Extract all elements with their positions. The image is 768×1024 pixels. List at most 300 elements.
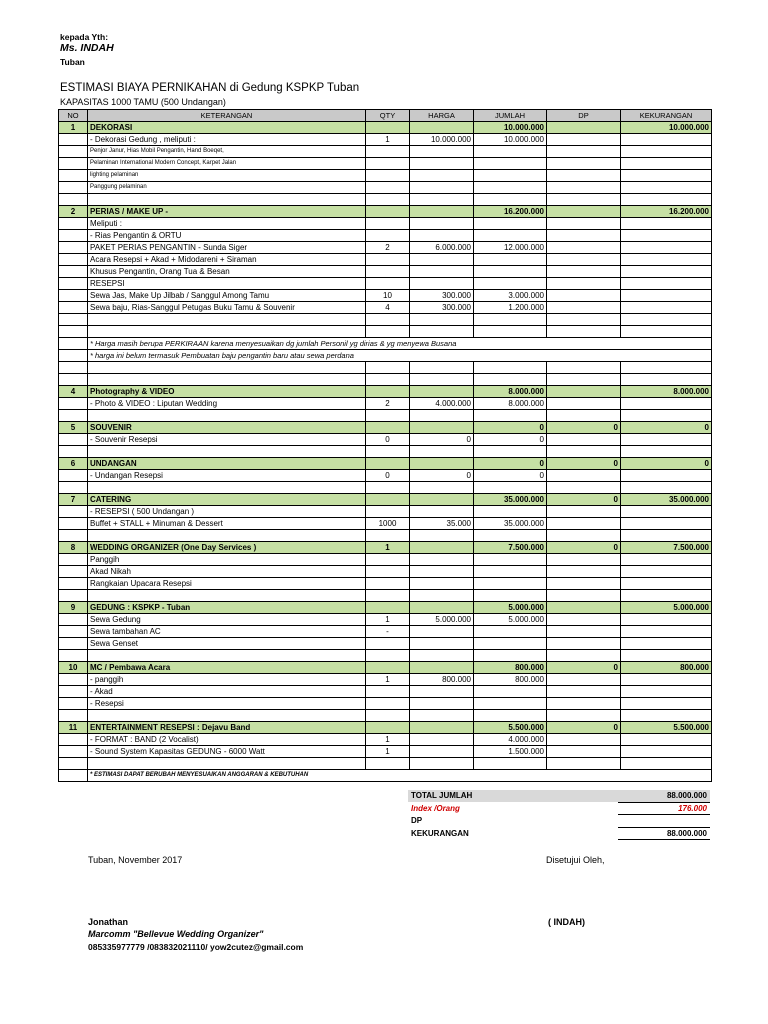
signer-contact: 085335977779 /083832021110/ yow2cutez@gmail.com xyxy=(88,942,304,952)
cell-dp xyxy=(547,398,621,410)
cell-harga xyxy=(410,734,474,746)
recipient-label: kepada Yth: xyxy=(60,32,109,42)
blank-row xyxy=(59,710,712,722)
cell-harga xyxy=(410,578,474,590)
cell-qty xyxy=(366,710,410,722)
recipient-name: Ms. INDAH xyxy=(60,42,114,54)
cell-kekurangan xyxy=(621,314,712,326)
cell-no xyxy=(59,770,88,782)
cell-kekurangan xyxy=(621,734,712,746)
cell-dp xyxy=(547,614,621,626)
cell-kekurangan xyxy=(621,434,712,446)
cell-qty xyxy=(366,482,410,494)
cell-harga xyxy=(410,326,474,338)
cell-kekurangan xyxy=(621,710,712,722)
document-subtitle: KAPASITAS 1000 TAMU (500 Undangan) xyxy=(60,97,226,107)
cell-dp xyxy=(547,530,621,542)
col-header: DP xyxy=(547,110,621,122)
table-row xyxy=(59,242,712,254)
cell-qty: 1 xyxy=(366,734,410,746)
cell-keterangan xyxy=(88,410,366,422)
cell-harga xyxy=(410,590,474,602)
cell-harga xyxy=(410,686,474,698)
cell-kekurangan xyxy=(621,746,712,758)
cell-keterangan: CATERING xyxy=(88,494,366,506)
cell-kekurangan: 8.000.000 xyxy=(621,386,712,398)
table-row xyxy=(59,674,712,686)
cell-jumlah: 1.200.000 xyxy=(474,302,547,314)
cell-no xyxy=(59,266,88,278)
cell-keterangan: Pelaminan International Modern Concept, Karpet Jalan xyxy=(88,158,366,170)
cell-harga xyxy=(410,710,474,722)
cell-dp: 0 xyxy=(547,542,621,554)
cell-no xyxy=(59,410,88,422)
cell-dp xyxy=(547,650,621,662)
cell-dp xyxy=(547,638,621,650)
cell-harga xyxy=(410,458,474,470)
col-header: KEKURANGAN xyxy=(621,110,712,122)
cell-kekurangan xyxy=(621,278,712,290)
cell-harga xyxy=(410,746,474,758)
cell-kekurangan xyxy=(621,194,712,206)
cell-keterangan: ENTERTAINMENT RESEPSI : Dejavu Band xyxy=(88,722,366,734)
summary-index-label: Index /Orang xyxy=(411,803,460,813)
note-row xyxy=(59,770,712,782)
cell-no: 1 xyxy=(59,122,88,134)
cell-qty xyxy=(366,170,410,182)
cell-dp xyxy=(547,290,621,302)
cell-keterangan: lighting pelaminan xyxy=(88,170,366,182)
cell-harga: 10.000.000 xyxy=(410,134,474,146)
cell-no xyxy=(59,218,88,230)
cell-jumlah xyxy=(474,278,547,290)
cell-kekurangan xyxy=(621,530,712,542)
cell-harga xyxy=(410,662,474,674)
cell-keterangan xyxy=(88,530,366,542)
cell-kekurangan xyxy=(621,134,712,146)
cell-keterangan xyxy=(88,482,366,494)
table-row xyxy=(59,554,712,566)
cell-harga xyxy=(410,638,474,650)
cell-jumlah xyxy=(474,638,547,650)
cell-no xyxy=(59,758,88,770)
cell-kekurangan xyxy=(621,230,712,242)
cell-qty xyxy=(366,662,410,674)
summary-kurang-value: 88.000.000 xyxy=(618,827,710,840)
cell-dp xyxy=(547,326,621,338)
cell-qty xyxy=(366,326,410,338)
cell-kekurangan xyxy=(621,566,712,578)
cell-dp xyxy=(547,506,621,518)
summary-index-value: 176.000 xyxy=(618,802,710,815)
cell-no: 8 xyxy=(59,542,88,554)
cell-kekurangan xyxy=(621,398,712,410)
estimate-table xyxy=(58,109,712,782)
table-row xyxy=(59,134,712,146)
cell-dp xyxy=(547,446,621,458)
cell-keterangan: Panggih xyxy=(88,554,366,566)
section-row xyxy=(59,122,712,134)
cell-kekurangan xyxy=(621,482,712,494)
cell-kekurangan: 0 xyxy=(621,422,712,434)
table-row xyxy=(59,170,712,182)
cell-dp: 0 xyxy=(547,422,621,434)
cell-jumlah xyxy=(474,326,547,338)
cell-qty xyxy=(366,314,410,326)
summary-dp-row xyxy=(408,815,710,828)
cell-no xyxy=(59,170,88,182)
cell-kekurangan xyxy=(621,614,712,626)
cell-harga xyxy=(410,386,474,398)
cell-jumlah xyxy=(474,254,547,266)
cell-keterangan xyxy=(88,446,366,458)
cell-kekurangan xyxy=(621,674,712,686)
cell-no xyxy=(59,398,88,410)
table-row xyxy=(59,398,712,410)
cell-jumlah xyxy=(474,554,547,566)
cell-kekurangan xyxy=(621,554,712,566)
cell-qty xyxy=(366,146,410,158)
cell-harga xyxy=(410,266,474,278)
note-text: * Harga masih berupa PERKIRAAN karena menyesuaikan dg jumlah Personil yg dirias & yg menyewa Busana xyxy=(88,338,712,350)
cell-no xyxy=(59,374,88,386)
cell-dp xyxy=(547,434,621,446)
blank-row xyxy=(59,410,712,422)
cell-kekurangan xyxy=(621,254,712,266)
cell-jumlah: 35.000.000 xyxy=(474,494,547,506)
cell-kekurangan xyxy=(621,326,712,338)
summary-dp-value xyxy=(618,815,710,828)
blank-row xyxy=(59,362,712,374)
table-header-row xyxy=(59,110,712,122)
cell-qty: 2 xyxy=(366,398,410,410)
cell-qty: 1 xyxy=(366,614,410,626)
cell-keterangan: Meliputi : xyxy=(88,218,366,230)
cell-keterangan: - Dekorasi Gedung , meliputi : xyxy=(88,134,366,146)
cell-qty xyxy=(366,578,410,590)
cell-kekurangan xyxy=(621,698,712,710)
cell-harga xyxy=(410,506,474,518)
cell-qty xyxy=(366,194,410,206)
cell-dp xyxy=(547,566,621,578)
cell-qty: 0 xyxy=(366,434,410,446)
cell-harga xyxy=(410,542,474,554)
cell-qty xyxy=(366,650,410,662)
cell-dp xyxy=(547,362,621,374)
section-row xyxy=(59,722,712,734)
cell-qty xyxy=(366,362,410,374)
cell-keterangan: WEDDING ORGANIZER (One Day Services ) xyxy=(88,542,366,554)
cell-harga xyxy=(410,602,474,614)
blank-row xyxy=(59,314,712,326)
cell-dp xyxy=(547,386,621,398)
cell-kekurangan: 16.200.000 xyxy=(621,206,712,218)
cell-qty xyxy=(366,122,410,134)
cell-keterangan xyxy=(88,650,366,662)
cell-dp xyxy=(547,146,621,158)
cell-jumlah xyxy=(474,530,547,542)
table-row xyxy=(59,578,712,590)
cell-dp xyxy=(547,554,621,566)
cell-jumlah xyxy=(474,158,547,170)
cell-keterangan xyxy=(88,194,366,206)
cell-no xyxy=(59,470,88,482)
cell-jumlah: 12.000.000 xyxy=(474,242,547,254)
cell-qty xyxy=(366,758,410,770)
cell-harga xyxy=(410,206,474,218)
cell-harga xyxy=(410,314,474,326)
cell-jumlah xyxy=(474,362,547,374)
cell-no xyxy=(59,302,88,314)
cell-kekurangan xyxy=(621,578,712,590)
cell-no xyxy=(59,590,88,602)
cell-no xyxy=(59,182,88,194)
table-row xyxy=(59,626,712,638)
cell-dp xyxy=(547,254,621,266)
cell-dp xyxy=(547,158,621,170)
table-row xyxy=(59,686,712,698)
blank-row xyxy=(59,374,712,386)
cell-harga: 0 xyxy=(410,470,474,482)
note-text: * harga ini belum termasuk Pembuatan baju pengantin baru atau sewa perdana xyxy=(88,350,712,362)
table-row xyxy=(59,734,712,746)
cell-no xyxy=(59,278,88,290)
cell-dp xyxy=(547,410,621,422)
cell-harga xyxy=(410,410,474,422)
cell-keterangan: Acara Resepsi + Akad + Midodareni + Siraman xyxy=(88,254,366,266)
cell-harga xyxy=(410,362,474,374)
cell-jumlah: 3.000.000 xyxy=(474,290,547,302)
cell-kekurangan xyxy=(621,590,712,602)
table-row xyxy=(59,230,712,242)
cell-kekurangan xyxy=(621,410,712,422)
cell-no: 6 xyxy=(59,458,88,470)
cell-qty xyxy=(366,422,410,434)
cell-harga xyxy=(410,698,474,710)
signer-role: Marcomm "Bellevue Wedding Organizer" xyxy=(88,929,264,939)
cell-jumlah: 5.000.000 xyxy=(474,614,547,626)
cell-keterangan: Photography & VIDEO xyxy=(88,386,366,398)
cell-keterangan xyxy=(88,362,366,374)
cell-qty: 2 xyxy=(366,242,410,254)
cell-no xyxy=(59,734,88,746)
cell-harga xyxy=(410,530,474,542)
cell-kekurangan xyxy=(621,290,712,302)
signer-name: Jonathan xyxy=(88,917,129,927)
cell-kekurangan xyxy=(621,446,712,458)
cell-kekurangan xyxy=(621,518,712,530)
summary-total-label: TOTAL JUMLAH xyxy=(408,790,618,802)
cell-keterangan xyxy=(88,758,366,770)
cell-harga xyxy=(410,446,474,458)
cell-dp xyxy=(547,482,621,494)
cell-jumlah: 4.000.000 xyxy=(474,734,547,746)
cell-dp xyxy=(547,686,621,698)
cell-jumlah: 10.000.000 xyxy=(474,122,547,134)
cell-no xyxy=(59,482,88,494)
cell-keterangan: - Akad xyxy=(88,686,366,698)
cell-harga xyxy=(410,278,474,290)
cell-keterangan xyxy=(88,374,366,386)
cell-harga xyxy=(410,146,474,158)
table-row xyxy=(59,518,712,530)
place-date: Tuban, November 2017 xyxy=(88,855,183,865)
cell-no xyxy=(59,254,88,266)
cell-keterangan: Akad Nikah xyxy=(88,566,366,578)
cell-dp xyxy=(547,218,621,230)
cell-qty xyxy=(366,158,410,170)
cell-kekurangan: 0 xyxy=(621,458,712,470)
cell-qty: 4 xyxy=(366,302,410,314)
cell-kekurangan xyxy=(621,470,712,482)
summary-table xyxy=(408,790,710,840)
cell-no xyxy=(59,650,88,662)
cell-keterangan: Panggung pelaminan xyxy=(88,182,366,194)
cell-harga xyxy=(410,122,474,134)
cell-keterangan: Buffet + STALL + Minuman & Dessert xyxy=(88,518,366,530)
cell-no xyxy=(59,326,88,338)
cell-kekurangan: 5.000.000 xyxy=(621,602,712,614)
cell-qty xyxy=(366,218,410,230)
table-row xyxy=(59,638,712,650)
section-row xyxy=(59,386,712,398)
blank-row xyxy=(59,650,712,662)
cell-harga: 800.000 xyxy=(410,674,474,686)
cell-kekurangan xyxy=(621,182,712,194)
table-row xyxy=(59,266,712,278)
cell-jumlah xyxy=(474,446,547,458)
blank-row xyxy=(59,482,712,494)
cell-harga: 35.000 xyxy=(410,518,474,530)
cell-keterangan: Sewa baju, Rias-Sanggul Petugas Buku Tamu & Souvenir xyxy=(88,302,366,314)
cell-no xyxy=(59,362,88,374)
col-header: HARGA xyxy=(410,110,474,122)
table-row xyxy=(59,698,712,710)
summary-kurang-row xyxy=(408,827,710,840)
cell-kekurangan: 800.000 xyxy=(621,662,712,674)
blank-row xyxy=(59,326,712,338)
cell-keterangan: - Rias Pengantin & ORTU xyxy=(88,230,366,242)
cell-dp xyxy=(547,266,621,278)
cell-kekurangan xyxy=(621,158,712,170)
cell-no xyxy=(59,338,88,350)
cell-dp xyxy=(547,194,621,206)
cell-harga xyxy=(410,254,474,266)
blank-row xyxy=(59,446,712,458)
table-row xyxy=(59,278,712,290)
summary-kurang-label: KEKURANGAN xyxy=(411,828,469,838)
cell-qty: 1 xyxy=(366,542,410,554)
cell-qty xyxy=(366,374,410,386)
cell-dp xyxy=(547,590,621,602)
cell-kekurangan xyxy=(621,686,712,698)
table-row xyxy=(59,218,712,230)
cell-dp xyxy=(547,122,621,134)
cell-qty xyxy=(366,638,410,650)
cell-jumlah xyxy=(474,710,547,722)
cell-no: 9 xyxy=(59,602,88,614)
cell-jumlah xyxy=(474,218,547,230)
col-header: NO xyxy=(59,110,88,122)
cell-keterangan xyxy=(88,710,366,722)
cell-jumlah xyxy=(474,506,547,518)
cell-harga xyxy=(410,758,474,770)
cell-qty xyxy=(366,698,410,710)
cell-no: 2 xyxy=(59,206,88,218)
document-title: ESTIMASI BIAYA PERNIKAHAN di Gedung KSPKP Tuban xyxy=(60,82,360,94)
cell-kekurangan xyxy=(621,266,712,278)
cell-qty: - xyxy=(366,626,410,638)
cell-no: 11 xyxy=(59,722,88,734)
summary-total-row xyxy=(408,790,710,802)
cell-keterangan: - Souvenir Resepsi xyxy=(88,434,366,446)
cell-kekurangan xyxy=(621,506,712,518)
cell-keterangan xyxy=(88,326,366,338)
cell-keterangan: - Resepsi xyxy=(88,698,366,710)
col-header: KETERANGAN xyxy=(88,110,366,122)
cell-jumlah: 10.000.000 xyxy=(474,134,547,146)
cell-no xyxy=(59,530,88,542)
note-text: * ESTIMASI DAPAT BERUBAH MENYESUAIKAN ANGGARAN & KEBUTUHAN xyxy=(88,770,712,782)
table-row xyxy=(59,182,712,194)
section-row xyxy=(59,494,712,506)
cell-keterangan: - FORMAT : BAND (2 Vocalist) xyxy=(88,734,366,746)
cell-harga xyxy=(410,422,474,434)
cell-no xyxy=(59,554,88,566)
cell-dp xyxy=(547,626,621,638)
cell-dp xyxy=(547,698,621,710)
cell-jumlah xyxy=(474,374,547,386)
cell-kekurangan xyxy=(621,362,712,374)
cell-keterangan: - Photo & VIDEO : Liputan Wedding xyxy=(88,398,366,410)
cell-dp xyxy=(547,278,621,290)
cell-no: 7 xyxy=(59,494,88,506)
cell-no xyxy=(59,674,88,686)
cell-qty xyxy=(366,494,410,506)
summary-index-row xyxy=(408,802,710,815)
cell-jumlah xyxy=(474,578,547,590)
cell-no xyxy=(59,578,88,590)
table-row xyxy=(59,146,712,158)
cell-keterangan: RESEPSI xyxy=(88,278,366,290)
cell-jumlah: 8.000.000 xyxy=(474,386,547,398)
cell-harga: 4.000.000 xyxy=(410,398,474,410)
cell-jumlah xyxy=(474,566,547,578)
cell-harga xyxy=(410,194,474,206)
cell-qty xyxy=(366,554,410,566)
cell-qty xyxy=(366,386,410,398)
summary-dp-label: DP xyxy=(411,816,423,825)
blank-row xyxy=(59,590,712,602)
cell-dp xyxy=(547,578,621,590)
cell-kekurangan: 35.000.000 xyxy=(621,494,712,506)
cell-jumlah: 5.500.000 xyxy=(474,722,547,734)
cell-kekurangan: 5.500.000 xyxy=(621,722,712,734)
table-row xyxy=(59,290,712,302)
cell-kekurangan: 7.500.000 xyxy=(621,542,712,554)
cell-harga: 300.000 xyxy=(410,290,474,302)
cell-kekurangan xyxy=(621,626,712,638)
cell-jumlah xyxy=(474,758,547,770)
cell-no xyxy=(59,290,88,302)
cell-kekurangan: 10.000.000 xyxy=(621,122,712,134)
cell-no: 4 xyxy=(59,386,88,398)
cell-jumlah: 800.000 xyxy=(474,662,547,674)
cell-no xyxy=(59,242,88,254)
cell-no xyxy=(59,710,88,722)
cell-no xyxy=(59,638,88,650)
cell-keterangan: DEKORASI xyxy=(88,122,366,134)
